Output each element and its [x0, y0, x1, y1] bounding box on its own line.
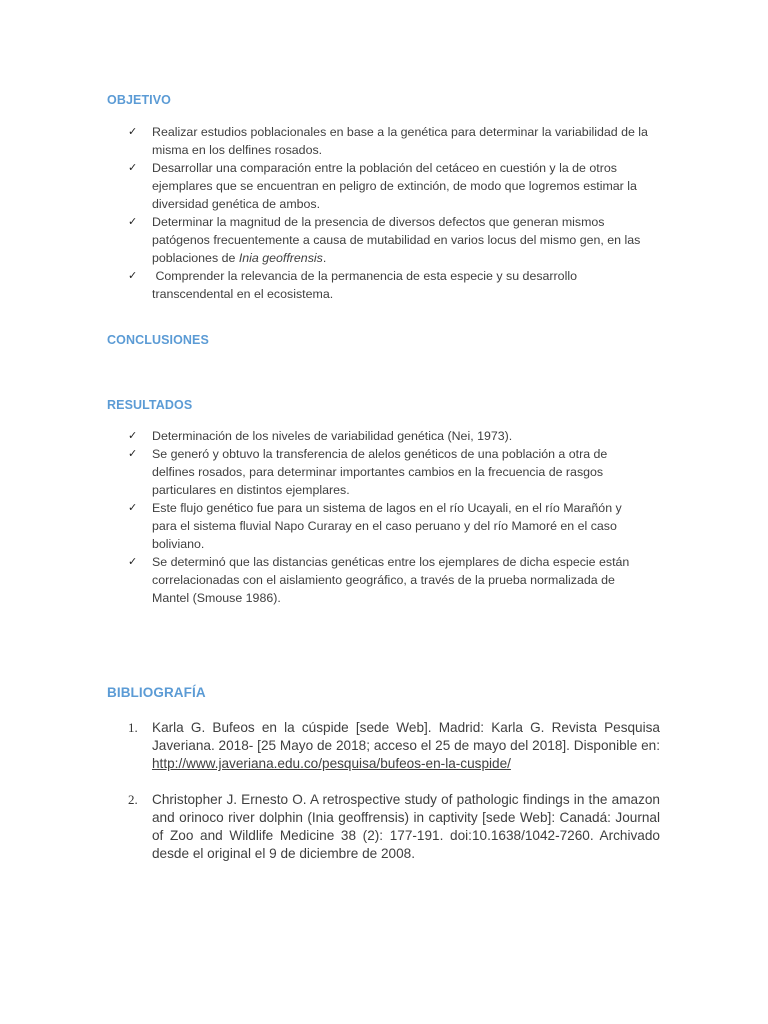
list-item-text: Determinar la magnitud de la presencia de diversos defectos que generan mismos patógenos frecuentemente a causa de mutabilidad en varios locus del mismo gen, en las poblaciones de Inia geoffrensis. — [152, 215, 641, 265]
list-item — [128, 427, 648, 445]
check-mark-icon: ✓ — [128, 501, 138, 514]
list-item — [128, 553, 648, 607]
entry-text: Christopher J. Ernesto O. A retrospective study of pathologic findings in the amazon and orinoco river dolphin (Inia geoffrensis) in captivity [sede Web]: Canadá: Journal of Zoo and Wildlife Medicine 38 (2): 177-191. doi:10.1638/1042-7260. Archivado desde el original el 9 de diciembre de 2008. — [152, 792, 660, 861]
list-item — [128, 213, 648, 267]
heading-resultados: RESULTADOS — [107, 398, 193, 412]
entry-number: 1. — [128, 720, 138, 735]
list-item-text: Este flujo genético fue para un sistema de lagos en el río Ucayali, en el río Marañón y para el sistema fluvial Napo Curaray en el caso peruano y del río Mamoré en el caso boliviano. — [152, 501, 622, 551]
check-mark-icon: ✓ — [128, 269, 138, 282]
list-item-text: Realizar estudios poblacionales en base a la genética para determinar la variabilidad de la misma en los delfines rosados. — [152, 125, 648, 157]
list-item — [128, 499, 648, 553]
list-item-text: Desarrollar una comparación entre la población del cetáceo en cuestión y la de otros ejemplares que se encuentran en peligro de extinción, de modo que logremos estimar la diversidad genética de ambos. — [152, 161, 637, 211]
list-item — [128, 123, 648, 159]
entry-text: Karla G. Bufeos en la cúspide [sede Web]. Madrid: Karla G. Revista Pesquisa Javeriana. 2018- [25 Mayo de 2018; acceso el 25 de mayo del 2018]. Disponible en: — [152, 720, 660, 753]
list-item — [128, 267, 648, 303]
species-name: Inia geoffrensis — [238, 251, 323, 265]
resultados-list — [128, 427, 648, 607]
heading-bibliografia: BIBLIOGRAFÍA — [107, 685, 206, 700]
bibliography-entry — [128, 719, 660, 773]
check-mark-icon: ✓ — [128, 429, 138, 442]
check-mark-icon: ✓ — [128, 125, 138, 138]
heading-conclusiones: CONCLUSIONES — [107, 333, 209, 347]
objetivo-list — [128, 123, 648, 303]
bibliography-entry — [128, 791, 660, 863]
check-mark-icon: ✓ — [128, 555, 138, 568]
list-item — [128, 445, 648, 499]
check-mark-icon: ✓ — [128, 161, 138, 174]
reference-link[interactable]: http://www.javeriana.edu.co/pesquisa/bufeos-en-la-cuspide/ — [152, 756, 511, 771]
list-item-text: Comprender la relevancia de la permanencia de esta especie y su desarrollo transcendental en el ecosistema. — [152, 269, 581, 301]
check-mark-icon: ✓ — [128, 215, 138, 228]
list-item-text: Se determinó que las distancias genéticas entre los ejemplares de dicha especie están correlacionadas con el aislamiento geográfico, a través de la prueba normalizada de Mantel (Smouse 1986). — [152, 555, 630, 605]
heading-objetivo: OBJETIVO — [107, 93, 172, 107]
list-item-text: Determinación de los niveles de variabilidad genética (Nei, 1973). — [152, 429, 513, 443]
check-mark-icon: ✓ — [128, 447, 138, 460]
list-item — [128, 159, 648, 213]
list-item-text: Se generó y obtuvo la transferencia de alelos genéticos de una población a otra de delfines rosados, para determinar importantes cambios en la frecuencia de rasgos particulares en distintos ejemplares. — [152, 447, 608, 497]
entry-number: 2. — [128, 792, 138, 807]
bibliography-list — [128, 719, 660, 863]
